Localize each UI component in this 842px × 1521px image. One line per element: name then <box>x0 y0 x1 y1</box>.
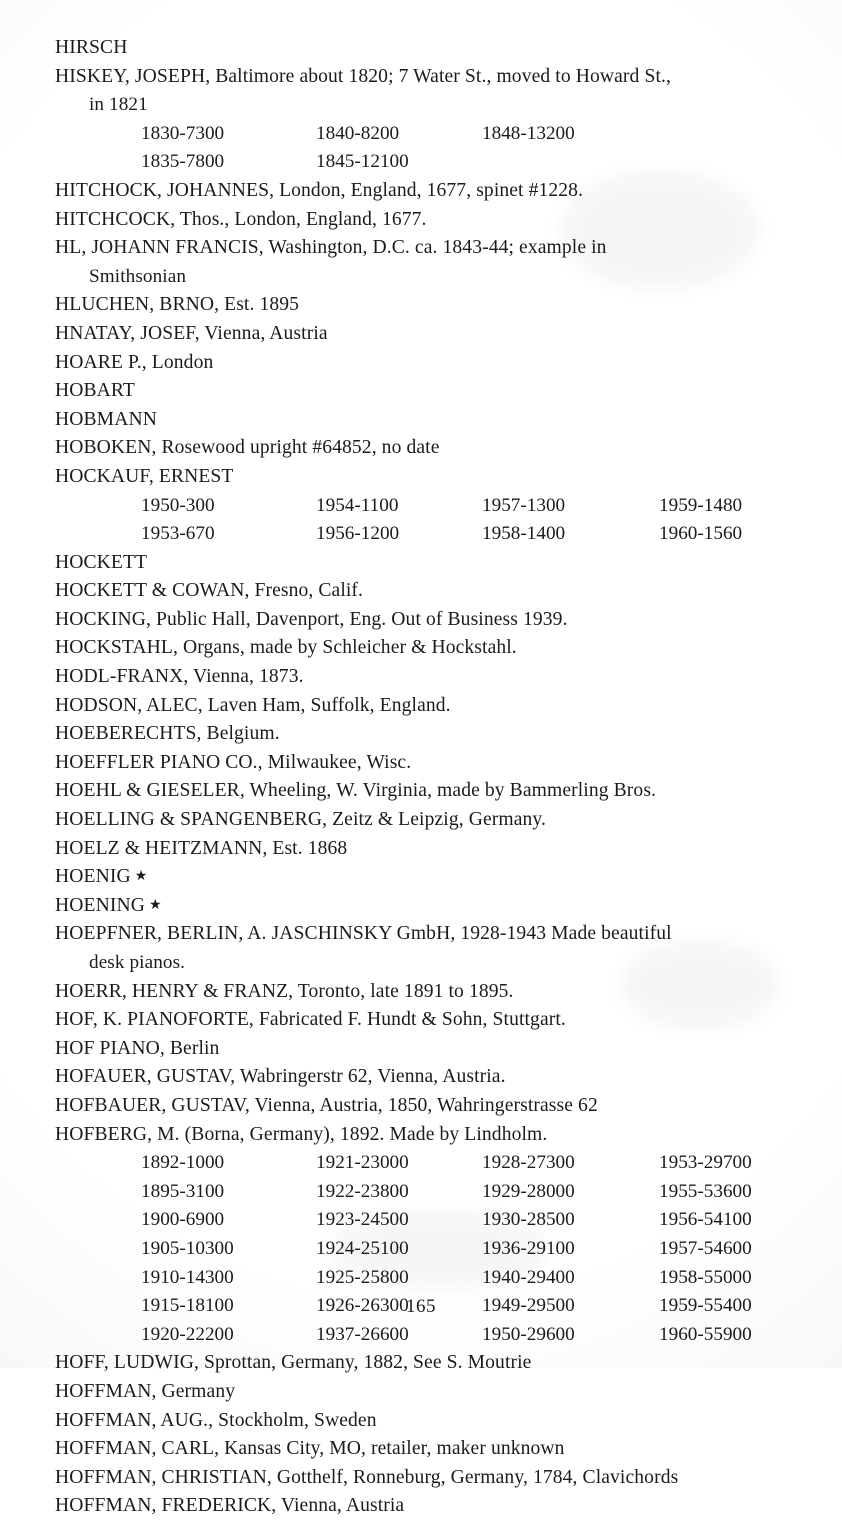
directory-entry <box>55 1063 815 1092</box>
directory-entry <box>55 1349 815 1378</box>
serial-cell: 1954-1100 <box>316 494 399 516</box>
serial-cell: 1950-29600 <box>482 1323 575 1345</box>
indent-spacer <box>55 1178 141 1207</box>
star-icon: ★ <box>134 869 148 885</box>
serial-cell: 1924-25100 <box>316 1237 409 1259</box>
serial-cell: 1923-24500 <box>316 1209 409 1231</box>
serial-cell: 1960-1560 <box>659 523 743 545</box>
entry-headword-line: HOF, K. PIANOFORTE, Fabricated F. Hundt & Sohn, Stuttgart. <box>55 1009 566 1031</box>
serial-cell: 1830-7300 <box>141 122 225 144</box>
directory-entry <box>55 606 815 635</box>
directory-entry <box>55 206 815 235</box>
indent-spacer <box>55 1321 141 1350</box>
serial-cell: 1957-1300 <box>482 494 566 516</box>
star-icon: ★ <box>148 897 162 913</box>
directory-entry <box>55 177 815 206</box>
directory-entry <box>55 349 815 378</box>
directory-entry <box>55 749 815 778</box>
directory-entry <box>55 806 815 835</box>
entry-continuation-line: in 1821 <box>89 94 148 116</box>
serial-row <box>55 148 815 177</box>
entry-headword-line: HOEHL & GIESELER, Wheeling, W. Virginia, made by Bammerling Bros. <box>55 780 657 802</box>
serial-cell: 1940-29400 <box>482 1266 575 1288</box>
indent-spacer <box>55 120 141 149</box>
directory-entry <box>55 1492 815 1521</box>
serial-cell: 1959-55400 <box>659 1295 752 1317</box>
directory-entry <box>55 63 815 120</box>
directory-entry <box>55 978 815 1007</box>
serial-cell: 1900-6900 <box>141 1209 225 1231</box>
entry-headword-line: HODSON, ALEC, Laven Ham, Suffolk, England. <box>55 694 451 716</box>
indent-spacer <box>55 1264 141 1293</box>
serial-cell: 1959-1480 <box>659 494 743 516</box>
entry-continuation-line: Smithsonian <box>89 265 187 287</box>
entry-headword-line: HOFFMAN, FREDERICK, Vienna, Austria <box>55 1495 405 1517</box>
entry-headword-line: HOEFFLER PIANO CO., Milwaukee, Wisc. <box>55 751 412 773</box>
serial-cell: 1958-55000 <box>659 1266 752 1288</box>
directory-entry <box>55 1464 815 1493</box>
entry-headword-line: HOFF, LUDWIG, Sprottan, Germany, 1882, See S. Moutrie <box>55 1352 532 1374</box>
hiskey-serial-numbers <box>55 120 815 177</box>
entry-headword-line: HOEPFNER, BERLIN, A. JASCHINSKY GmbH, 1928-1943 Made beautiful <box>55 923 672 945</box>
serial-cell: 1953-670 <box>141 523 215 545</box>
serial-cell: 1956-54100 <box>659 1209 752 1231</box>
directory-entry <box>55 1006 815 1035</box>
serial-cell: 1928-27300 <box>482 1152 575 1174</box>
serial-cell: 1949-29500 <box>482 1295 575 1317</box>
page-number: 165 <box>406 1296 436 1317</box>
directory-entry <box>55 320 815 349</box>
entry-headword-line: HIRSCH <box>55 37 128 58</box>
directory-entry <box>55 1092 815 1121</box>
entry-headword-line: HOFBERG, M. (Borna, Germany), 1892. Made by Lindholm. <box>55 1123 548 1145</box>
entry-headword-line: HOCKAUF, ERNEST <box>55 465 234 487</box>
serial-row <box>55 1149 815 1178</box>
serial-cell: 1845-12100 <box>316 151 409 173</box>
serial-row <box>55 1206 815 1235</box>
serial-cell: 1926-26300 <box>316 1295 409 1317</box>
directory-entry <box>55 1121 815 1150</box>
entry-headword-line: HOENIG <box>55 866 131 888</box>
entry-headword-line: HOCKETT & COWAN, Fresno, Calif. <box>55 580 364 602</box>
serial-cell: 1920-22200 <box>141 1323 234 1345</box>
entry-headword-line: HOFFMAN, CHRISTIAN, Gotthelf, Ronneburg, Germany, 1784, Clavichords <box>55 1466 679 1488</box>
directory-entry <box>55 1407 815 1436</box>
entry-headword-line: HOFFMAN, Germany <box>55 1380 236 1402</box>
directory-entry <box>55 1435 815 1464</box>
directory-entry <box>55 1035 815 1064</box>
serial-cell: 1915-18100 <box>141 1295 234 1317</box>
entry-headword-line: HODL-FRANX, Vienna, 1873. <box>55 666 304 688</box>
entry-headword-line: HOARE P., London <box>55 351 214 373</box>
directory-entry <box>55 234 815 291</box>
hockauf-serial-numbers <box>55 492 815 549</box>
serial-cell: 1921-23000 <box>316 1152 409 1174</box>
serial-cell: 1905-10300 <box>141 1237 234 1259</box>
serial-cell: 1840-8200 <box>316 122 400 144</box>
directory-entry <box>55 549 815 578</box>
entry-headword-line: HISKEY, JOSEPH, Baltimore about 1820; 7 Water St., moved to Howard St., <box>55 65 671 87</box>
serial-cell: 1950-300 <box>141 494 215 516</box>
indent-spacer <box>55 148 141 177</box>
serial-cell <box>659 120 815 149</box>
entry-headword-line: HLUCHEN, BRNO, Est. 1895 <box>55 294 300 316</box>
entry-headword-line: HOFFMAN, AUG., Stockholm, Sweden <box>55 1409 377 1431</box>
entry-headword-line: HL, JOHANN FRANCIS, Washington, D.C. ca. 1843-44; example in <box>55 237 607 259</box>
directory-entry <box>55 863 815 892</box>
directory-entry <box>55 777 815 806</box>
entry-headword-line: HOFBAUER, GUSTAV, Vienna, Austria, 1850, Wahringerstrasse 62 <box>55 1094 598 1116</box>
directory-entry <box>55 1378 815 1407</box>
entry-headword-line: HOBOKEN, Rosewood upright #64852, no date <box>55 437 440 459</box>
indent-spacer <box>55 1206 141 1235</box>
serial-row <box>55 1235 815 1264</box>
serial-cell: 1910-14300 <box>141 1266 234 1288</box>
serial-cell: 1956-1200 <box>316 523 400 545</box>
serial-cell: 1958-1400 <box>482 523 566 545</box>
entry-headword-line: HOELZ & HEITZMANN, Est. 1868 <box>55 837 348 859</box>
entry-headword-line: HITCHCOCK, Thos., London, England, 1677. <box>55 208 427 230</box>
serial-cell: 1892-1000 <box>141 1152 225 1174</box>
directory-entry <box>55 892 815 921</box>
indent-spacer <box>55 520 141 549</box>
directory-entry <box>55 577 815 606</box>
directory-entry <box>55 720 815 749</box>
serial-cell: 1957-54600 <box>659 1237 752 1259</box>
directory-entry <box>55 835 815 864</box>
entry-headword-line: HOF PIANO, Berlin <box>55 1037 220 1059</box>
serial-row <box>55 492 815 521</box>
directory-entry <box>55 406 815 435</box>
serial-cell: 1953-29700 <box>659 1152 752 1174</box>
serial-cell: 1835-7800 <box>141 151 225 173</box>
serial-cell <box>482 148 659 177</box>
indent-spacer <box>55 492 141 521</box>
entry-headword-line: HOERR, HENRY & FRANZ, Toronto, late 1891 to 1895. <box>55 980 514 1002</box>
entry-headword-line: HOCKING, Public Hall, Davenport, Eng. Out of Business 1939. <box>55 608 568 630</box>
directory-entry <box>55 920 815 977</box>
entry-headword-line: HOFFMAN, CARL, Kansas City, MO, retailer, maker unknown <box>55 1438 565 1460</box>
entry-headword-line: HOFAUER, GUSTAV, Wabringerstr 62, Vienna, Austria. <box>55 1066 506 1088</box>
serial-cell: 1925-25800 <box>316 1266 409 1288</box>
serial-cell: 1930-28500 <box>482 1209 575 1231</box>
serial-row <box>55 520 815 549</box>
entry-headword-line: HOENING <box>55 894 145 916</box>
entry-headword-line: HOBART <box>55 380 135 402</box>
serial-cell: 1922-23800 <box>316 1180 409 1202</box>
entry-headword-line: HOCKETT <box>55 551 148 573</box>
entry-headword-line: HOELLING & SPANGENBERG, Zeitz & Leipzig, Germany. <box>55 809 547 831</box>
serial-row <box>55 1321 815 1350</box>
entry-headword-line: HNATAY, JOSEF, Vienna, Austria <box>55 322 328 344</box>
serial-cell: 1895-3100 <box>141 1180 225 1202</box>
serial-cell <box>659 148 815 177</box>
directory-entry <box>55 291 815 320</box>
directory-entry <box>55 634 815 663</box>
directory-entry <box>55 34 815 63</box>
directory-entry <box>55 692 815 721</box>
directory-entry <box>55 377 815 406</box>
indent-spacer <box>55 1149 141 1178</box>
directory-entry <box>55 434 815 463</box>
serial-row <box>55 1178 815 1207</box>
entry-headword-line: HOEBERECHTS, Belgium. <box>55 723 280 745</box>
entry-headword-line: HOCKSTAHL, Organs, made by Schleicher & Hockstahl. <box>55 637 517 659</box>
directory-entry <box>55 463 815 492</box>
directory-entry <box>55 663 815 692</box>
serial-cell: 1937-26600 <box>316 1323 409 1345</box>
serial-row <box>55 1264 815 1293</box>
indent-spacer <box>55 1235 141 1264</box>
entry-continuation-line: desk pianos. <box>89 952 186 973</box>
serial-row <box>55 120 815 149</box>
hofberg-serial-numbers <box>55 1149 815 1349</box>
serial-cell: 1929-28000 <box>482 1180 575 1202</box>
serial-cell: 1955-53600 <box>659 1180 752 1202</box>
entry-headword-line: HITCHOCK, JOHANNES, London, England, 1677, spinet #1228. <box>55 179 584 201</box>
serial-cell: 1848-13200 <box>482 122 575 144</box>
entry-headword-line: HOBMANN <box>55 408 157 430</box>
serial-cell: 1960-55900 <box>659 1323 752 1345</box>
serial-cell: 1936-29100 <box>482 1237 575 1259</box>
